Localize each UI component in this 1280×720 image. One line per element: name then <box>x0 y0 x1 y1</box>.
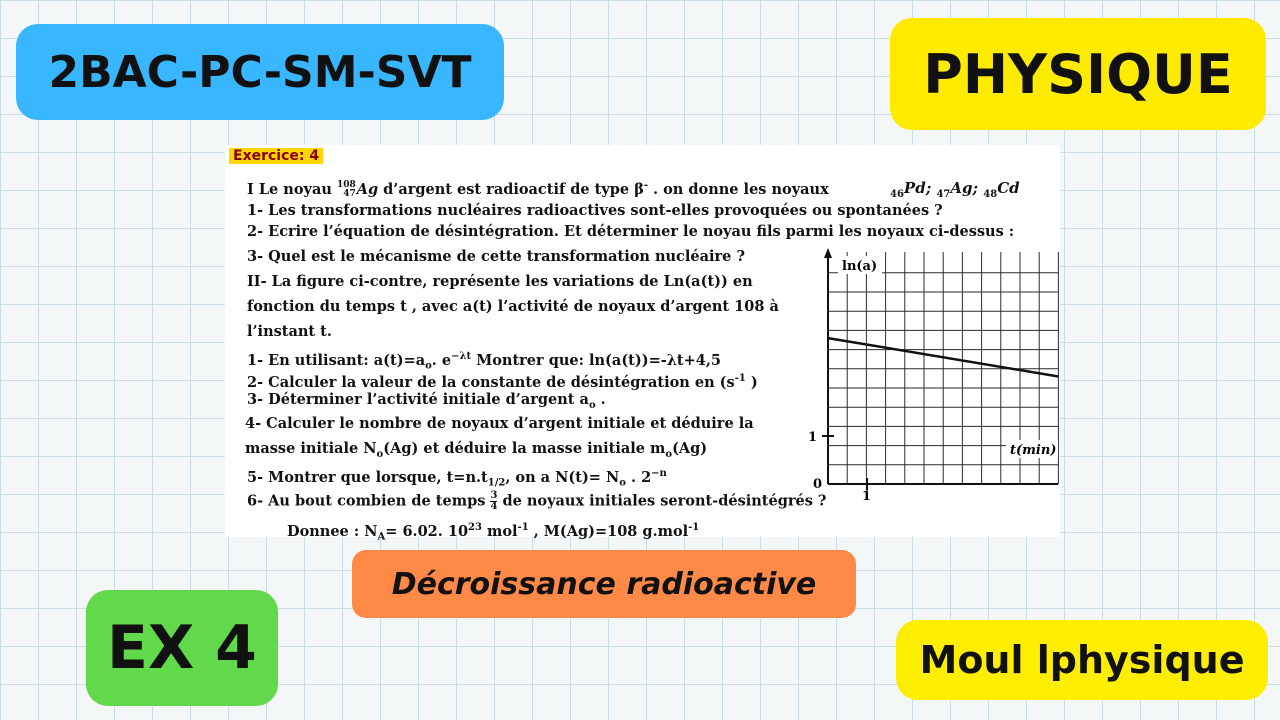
part2-intro-line-1: II- La figure ci-contre, représente les variations de Ln(a(t)) en <box>247 273 753 290</box>
exercise-number-badge: EX 4 <box>86 590 278 706</box>
brand-badge: Moul lphysique <box>896 620 1268 700</box>
ln-activity-graph <box>800 242 1060 507</box>
y-tick-label-1: 1 <box>808 430 818 445</box>
part2-intro-line-2: fonction du temps t , avec a(t) l’activité de noyaux d’argent 108 à <box>247 298 779 315</box>
x-axis-label: t(min) <box>1010 443 1057 458</box>
question-3a: 3- Quel est le mécanisme de cette transformation nucléaire ? <box>247 248 745 265</box>
subject-badge: PHYSIQUE <box>890 18 1266 130</box>
question-6b: 6- Au bout combien de temps $\frac{3}{4}$ de noyaux initiales seront-désintégrés ? <box>247 490 827 512</box>
question-1b: 1- En utilisant: $a(t)=a_o$. $e^{-\lambda t}$ Montrer que: ln(a(t))=-λt+4,5 <box>247 351 722 372</box>
exercise-document <box>225 145 1060 543</box>
question-2a: 2- Ecrire l’équation de désintégration. Et déterminer le noyau fils parmi les noyaux ci-dessus : <box>247 223 1015 240</box>
question-1a: 1- Les transformations nucléaires radioactives sont-elles provoquées ou spontanées ? <box>247 202 943 219</box>
topic-badge: Décroissance radioactive <box>352 550 856 618</box>
question-5b: 5- Montrer que lorsque, $t=n.t_{1/2}$, on a $N(t)= N_o$ . $2^{-n}$ <box>247 468 667 489</box>
question-3b: 3- Déterminer l’activité initiale d’argent $a_o$ . <box>247 391 606 411</box>
x-tick-label-0: 0 <box>813 477 823 492</box>
nuclides-list: $_{46}$Pd; $_{47}$Ag; $_{48}$Cd <box>890 179 1020 200</box>
given-data: Donnee : $N_A= 6.02$. $10^{23}$ mol$^{-1}$ , M(Ag)=108 g.mol$^{-1}$ <box>287 522 700 543</box>
intro-line: I Le noyau 108 47 Ag d’argent est radioactif de type β- . on donne les noyaux <box>247 179 829 199</box>
y-axis-label: ln(a) <box>842 259 878 274</box>
exercise-title: Exercice: 4 <box>229 148 323 164</box>
question-2b: 2- Calculer la valeur de la constante de désintégration en ($s^{-1}$ ) <box>247 373 758 391</box>
question-4b: 4- Calculer le nombre de noyaux d’argent initiale et déduire la <box>245 415 754 432</box>
x-tick-label-1: 1 <box>862 489 872 504</box>
level-badge: 2BAC-PC-SM-SVT <box>16 24 504 120</box>
y-axis-arrow <box>824 248 832 258</box>
part2-intro-line-3: l’instant t. <box>247 323 332 340</box>
question-4b-cont: masse initiale $N_o(Ag)$ et déduire la masse initiale $m_o(Ag)$ <box>245 440 708 460</box>
